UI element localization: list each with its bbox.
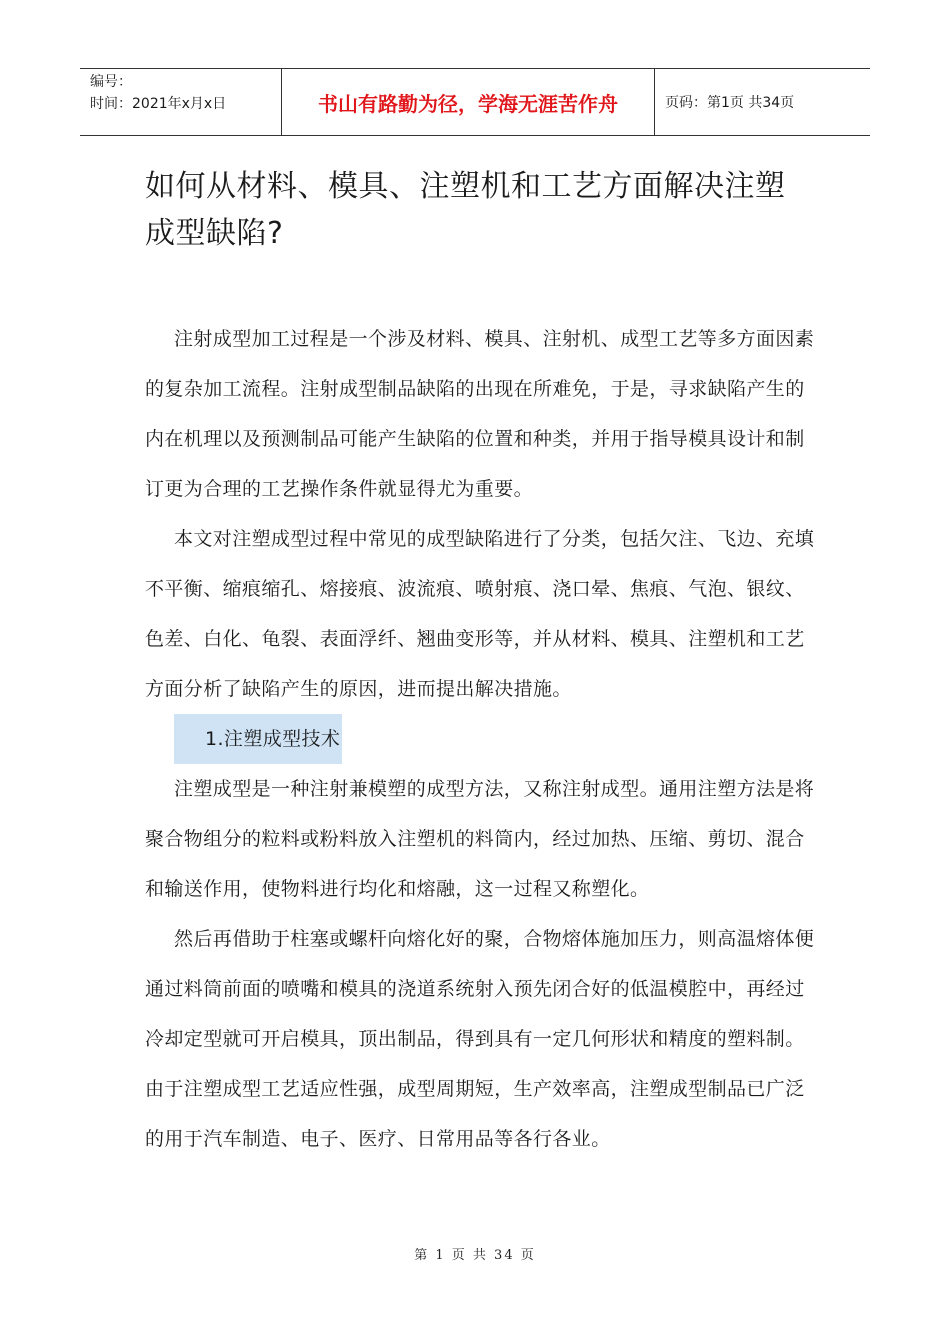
date-line: 时间：2021年x月x日: [90, 96, 227, 112]
header-meta: [80, 69, 282, 135]
document-title: 如何从材料、模具、注塑机和工艺方面解决注塑成型缺陷?: [145, 169, 786, 251]
paragraph: 本文对注塑成型过程中常见的成型缺陷进行了分类，包括欠注、飞边、充填不平衡、缩痕缩孔、熔接痕、波流痕、喷射痕、浇口晕、焦痕、气泡、银纹、色差、白化、龟裂、表面浮纤、翘曲变形等，并从材料、模具、注塑机和工艺方面分析了缺陷产生的原因，进而提出解决措施。: [145, 528, 815, 700]
header-motto: 书山有路勤为径，学海无涯苦作舟: [282, 69, 655, 135]
document-body: [145, 314, 815, 1164]
serial-label: 编号：: [90, 74, 132, 90]
paragraph: 注射成型加工过程是一个涉及材料、模具、注射机、成型工艺等多方面因素的复杂加工流程。注射成型制品缺陷的出现在所难免，于是，寻求缺陷产生的内在机理以及预测制品可能产生缺陷的位置和种类，并用于指导模具设计和制订更为合理的工艺操作条件就显得尤为重要。: [145, 328, 815, 500]
paragraph: 然后再借助于柱塞或螺杆向熔化好的聚，合物熔体施加压力，则高温熔体便通过料筒前面的喷嘴和模具的浇道系统射入预先闭合好的低温模腔中，再经过冷却定型就可开启模具，顶出制品，得到具有一定几何形状和精度的塑料制。由于注塑成型工艺适应性强，成型周期短，生产效率高，注塑成型制品已广泛的用于汽车制造、电子、医疗、日常用品等各行各业。: [145, 928, 815, 1150]
header-page-info: 页码：第1页 共34页: [665, 95, 795, 111]
section-heading: 1.注塑成型技术: [174, 714, 342, 764]
paragraph: 注塑成型是一种注射兼模塑的成型方法，又称注射成型。通用注塑方法是将聚合物组分的粒料或粉料放入注塑机的料筒内，经过加热、压缩、剪切、混合和输送作用，使物料进行均化和熔融，这一过程又称塑化。: [145, 778, 815, 900]
page-footer: 第 1 页 共 34 页: [414, 1248, 536, 1263]
section-heading-line: [145, 714, 815, 764]
page-header: [80, 68, 870, 136]
